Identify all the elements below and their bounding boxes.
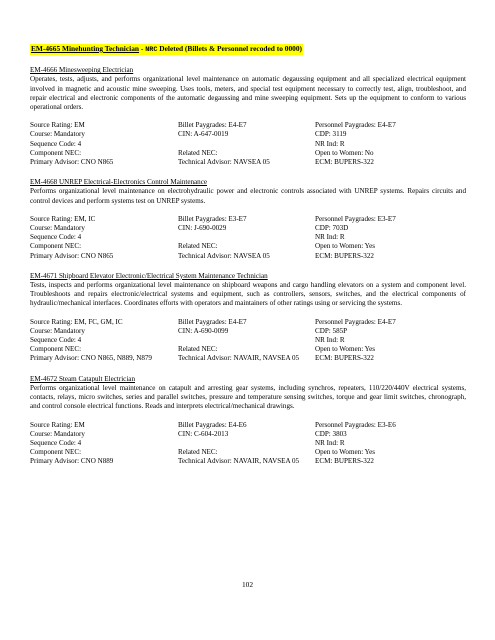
field-empty <box>178 233 315 242</box>
section-description: Performs organizational level maintenance on electrohydraulic power and electronic controls associated with UNREP systems. Repairs circuits and control devices and perform systems test on UNREP systems. <box>30 187 466 205</box>
field-nr-ind: NR Ind: R <box>315 336 345 345</box>
field-cin: CIN: A-690-0099 <box>178 326 229 335</box>
field-sequence-code: Sequence Code: 4 <box>30 336 82 345</box>
field-personnel-paygrades: Personnel Paygrades: E4-E7 <box>315 121 396 130</box>
section-fields <box>30 121 466 167</box>
section-description: Tests, inspects and performs organizational level maintenance on shipboard weapons and cargo handling elevators on a system and component level. Troubleshoots and repairs electronic/electrical systems and equipment, such as controllers, sensors, switches, and the electrical components of hydraulic/mechanical interfaces. Coordinates efforts with operators and maintainers of other ratings using or servicing the systems. <box>30 281 466 308</box>
section-title: EM-4668 UNREP Electrical-Electronics Control Maintenance <box>30 178 208 187</box>
nec-section <box>30 272 466 364</box>
field-empty <box>178 439 315 448</box>
field-component-nec: Component NEC: <box>30 345 82 354</box>
field-ecm: ECM: BUPERS-322 <box>315 251 374 260</box>
field-cdp: CDP: 703D <box>315 224 349 233</box>
field-cin: CIN: C-604-2013 <box>178 429 229 438</box>
field-empty <box>178 336 315 345</box>
field-course: Course: Mandatory <box>30 130 85 139</box>
field-primary-advisor: Primary Advisor: CNO N889 <box>30 457 114 466</box>
field-related-nec: Related NEC: <box>178 148 218 157</box>
field-cdp: CDP: 3803 <box>315 429 347 438</box>
section-fields <box>30 318 466 364</box>
field-open-to-women: Open to Women: Yes <box>315 448 375 457</box>
page-number: 102 <box>241 580 254 589</box>
field-component-nec: Component NEC: <box>30 242 82 251</box>
document-page <box>30 44 466 467</box>
field-cdp: CDP: 585P <box>315 326 348 335</box>
field-source-rating: Source Rating: EM, FC, GM, IC <box>30 317 123 326</box>
field-technical-advisor: Technical Advisor: NAVAIR, NAVSEA 05 <box>178 457 300 466</box>
nec-section <box>30 178 466 261</box>
field-source-rating: Source Rating: EM, IC <box>30 214 96 223</box>
field-course: Course: Mandatory <box>30 326 85 335</box>
field-empty <box>178 140 315 149</box>
field-personnel-paygrades: Personnel Paygrades: E3-E6 <box>315 420 396 429</box>
field-sequence-code: Sequence Code: 4 <box>30 233 82 242</box>
field-billet-paygrades: Billet Paygrades: E4-E7 <box>178 317 247 326</box>
field-technical-advisor: Technical Advisor: NAVAIR, NAVSEA 05 <box>178 354 300 363</box>
nec-section <box>30 66 466 167</box>
field-billet-paygrades: Billet Paygrades: E3-E7 <box>178 214 247 223</box>
field-sequence-code: Sequence Code: 4 <box>30 438 82 447</box>
field-source-rating: Source Rating: EM <box>30 420 85 429</box>
heading-title: EM-4665 Minehunting Technician <box>31 44 140 53</box>
field-open-to-women: Open to Women: No <box>315 148 374 157</box>
field-related-nec: Related NEC: <box>178 448 218 457</box>
field-sequence-code: Sequence Code: 4 <box>30 139 82 148</box>
field-related-nec: Related NEC: <box>178 242 218 251</box>
section-description: Performs organizational level maintenance on catapult and arresting gear systems, including synchros, repeaters, 110/220/440V electrical systems, contacts, relays, micro switches, series and parallel switches, pressure and temperature sensing switches, torque and gear limit switches, chronograph, and control console electrical functions. Reads and interprets electrical/mechanical drawings. <box>30 383 466 411</box>
field-primary-advisor: Primary Advisor: CNO N865 <box>30 251 114 260</box>
field-component-nec: Component NEC: <box>30 148 82 157</box>
section-title: EM-4671 Shipboard Elevator Electronic/Electrical System Maintenance Technician <box>30 271 268 280</box>
field-open-to-women: Open to Women: Yes <box>315 242 375 251</box>
field-nr-ind: NR Ind: R <box>315 139 345 148</box>
field-open-to-women: Open to Women: Yes <box>315 345 375 354</box>
section-description: Operates, tests, adjusts, and performs organizational level maintenance on automatic degaussing equipment and all specialized electrical equipment involved in magnetic and acoustic mine sweeping. Uses tools, meters, and special test equipment necessary to correctly test, align, troubleshoot, and repair electrical and electronic components of the automatic degaussing and mine sweeping equipment. Sets up the equipment to conform to various operational orders. <box>30 75 466 112</box>
field-cin: CIN: A-647-0019 <box>178 130 229 139</box>
field-nr-ind: NR Ind: R <box>315 233 345 242</box>
nrc-tag: NRC <box>145 46 158 54</box>
field-personnel-paygrades: Personnel Paygrades: E4-E7 <box>315 317 396 326</box>
field-primary-advisor: Primary Advisor: CNO N865 <box>30 158 114 167</box>
heading-status: Deleted (Billets & Personnel recoded to 0000) <box>157 44 303 53</box>
field-cin: CIN: J-690-0029 <box>178 224 227 233</box>
section-title: EM-4666 Minesweeping Electrician <box>30 66 134 75</box>
deleted-nec-heading <box>30 44 303 55</box>
field-source-rating: Source Rating: EM <box>30 121 85 130</box>
section-fields <box>30 215 466 261</box>
field-ecm: ECM: BUPERS-322 <box>315 354 374 363</box>
field-technical-advisor: Technical Advisor: NAVSEA 05 <box>178 158 270 167</box>
field-ecm: ECM: BUPERS-322 <box>315 457 374 466</box>
field-billet-paygrades: Billet Paygrades: E4-E7 <box>178 121 247 130</box>
field-primary-advisor: Primary Advisor: CNO N865, N889, N879 <box>30 354 152 363</box>
field-component-nec: Component NEC: <box>30 448 82 457</box>
field-personnel-paygrades: Personnel Paygrades: E3-E7 <box>315 214 396 223</box>
nec-section <box>30 375 466 467</box>
field-billet-paygrades: Billet Paygrades: E4-E6 <box>178 420 247 429</box>
field-cdp: CDP: 3119 <box>315 130 347 139</box>
field-course: Course: Mandatory <box>30 224 85 233</box>
field-nr-ind: NR Ind: R <box>315 438 345 447</box>
section-fields <box>30 421 466 467</box>
field-technical-advisor: Technical Advisor: NAVSEA 05 <box>178 251 270 260</box>
field-ecm: ECM: BUPERS-322 <box>315 158 374 167</box>
section-title: EM-4672 Steam Catapult Electrician <box>30 374 135 383</box>
field-related-nec: Related NEC: <box>178 345 218 354</box>
field-course: Course: Mandatory <box>30 429 85 438</box>
heading-separator: - <box>139 44 146 53</box>
